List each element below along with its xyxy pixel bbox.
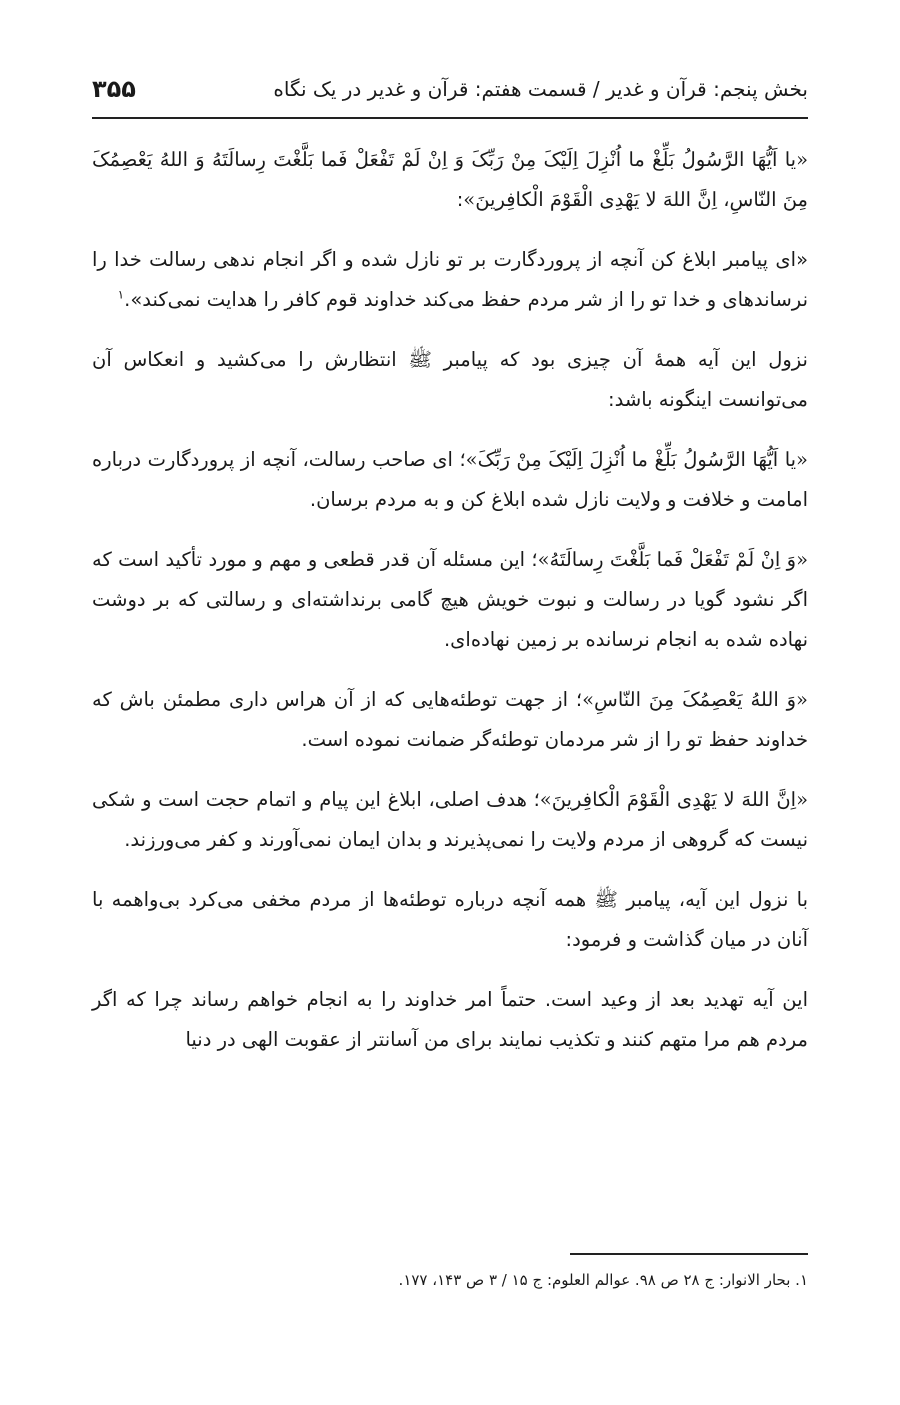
paragraph-2: [92, 240, 808, 320]
paragraph-4: [92, 440, 808, 520]
footnote-marker: ۱: [117, 287, 125, 302]
quran-verse: «یا اَیُّهَا الرَّسُولُ بَلِّغْ ما اُنْزِلَ اِلَیْکَ مِنْ رَبِّکَ وَ اِنْ لَمْ تَفْعَلْ فَما بَلَّغْتَ رِسالَتَهُ وَ اللهُ یَعْصِمُکَ مِنَ النّاسِ، اِنَّ اللهَ لا یَهْدِی الْقَوْمَ الْکافِرینَ»: [92, 148, 808, 211]
body-text: [92, 140, 808, 1080]
paragraph-3: [92, 340, 808, 420]
paragraph-7: [92, 780, 808, 860]
paragraph-text: ؛ از جهت توطئه‌هایی که از آن هراس داری مطمئن باش که خداوند حفظ تو را از شر مردمان توطئه‌گر ضمانت نموده است.: [92, 688, 808, 751]
quran-verse: «یا اَیُّهَا الرَّسُولُ بَلِّغْ ما اُنْزِلَ اِلَیْکَ مِنْ رَبِّکَ»: [465, 448, 808, 471]
footnote: ۱. بحار الانوار: ج ۲۸ ص ۹۸. عوالم العلوم: ج ۱۵ / ۳ ص ۱۴۳، ۱۷۷.: [398, 1271, 808, 1289]
paragraph-1: [92, 140, 808, 220]
quran-verse: «وَ اللهُ یَعْصِمُکَ مِنَ النّاسِ»: [582, 688, 808, 711]
paragraph-9: [92, 980, 808, 1060]
paragraph-text: ؛ این مسئله آن قدر قطعی و مهم و مورد تأکید است که اگر نشود گویا در رسالت و نبوت خویش هیچ گامی برنداشته‌ای و رسالتی که بر دوشت نهاده شده به انجام نرسانده بر زمین نهاده‌ای.: [92, 548, 808, 651]
page-header: [92, 72, 808, 106]
paragraph-text: ؛ ای صاحب رسالت، آنچه از پروردگارت درباره امامت و خلافت و ولایت نازل شده ابلاغ کن و به مردم برسان.: [92, 448, 808, 511]
paragraph-text: «ای پیامبر ابلاغ کن آنچه از پروردگارت بر تو نازل شده و اگر انجام ندهی رسالت خدا را نرساندهای و خدا تو را از شر مردم حفظ می‌کند خداوند قوم کافر را هدایت نمی‌کند».: [92, 248, 808, 311]
paragraph-text: :: [456, 188, 464, 211]
paragraph-text: ؛ هدف اصلی، ابلاغ این پیام و اتمام حجت است و شکی نیست که گروهی از مردم ولایت را نمی‌پذیرند و بدان ایمان نمی‌آورند و کفر می‌ورزند.: [92, 788, 808, 851]
paragraph-5: [92, 540, 808, 660]
running-title: بخش پنجم: قرآن و غدیر / قسمت هفتم: قرآن و غدیر در یک نگاه: [273, 77, 808, 101]
paragraph-8: [92, 880, 808, 960]
quran-verse: «اِنَّ اللهَ لا یَهْدِی الْقَوْمَ الْکافِرینَ»: [539, 788, 809, 811]
book-page: [92, 0, 808, 1405]
header-divider: [92, 117, 808, 119]
paragraph-6: [92, 680, 808, 760]
paragraph-text: با نزول این آیه، پیامبر ﷺ همه آنچه درباره توطئه‌ها از مردم مخفی می‌کرد بی‌واهمه با آنان در میان گذاشت و فرمود:: [92, 888, 808, 951]
paragraph-text: این آیه تهدید بعد از وعید است. حتماً امر خداوند را به انجام خواهم رساند چرا که اگر مردم هم مرا متهم کنند و تکذیب نمایند برای من آسانتر از عقوبت الهی در دنیا: [92, 988, 808, 1051]
page-number: ۳۵۵: [92, 75, 136, 103]
footnote-divider: [570, 1253, 808, 1255]
paragraph-text: نزول این آیه همهٔ آن چیزی بود که پیامبر ﷺ انتظارش را می‌کشید و انعکاس آن می‌توانست اینگونه باشد:: [92, 348, 808, 411]
quran-verse: «وَ اِنْ لَمْ تَفْعَلْ فَما بَلَّغْتَ رِسالَتَهُ»: [537, 548, 808, 571]
